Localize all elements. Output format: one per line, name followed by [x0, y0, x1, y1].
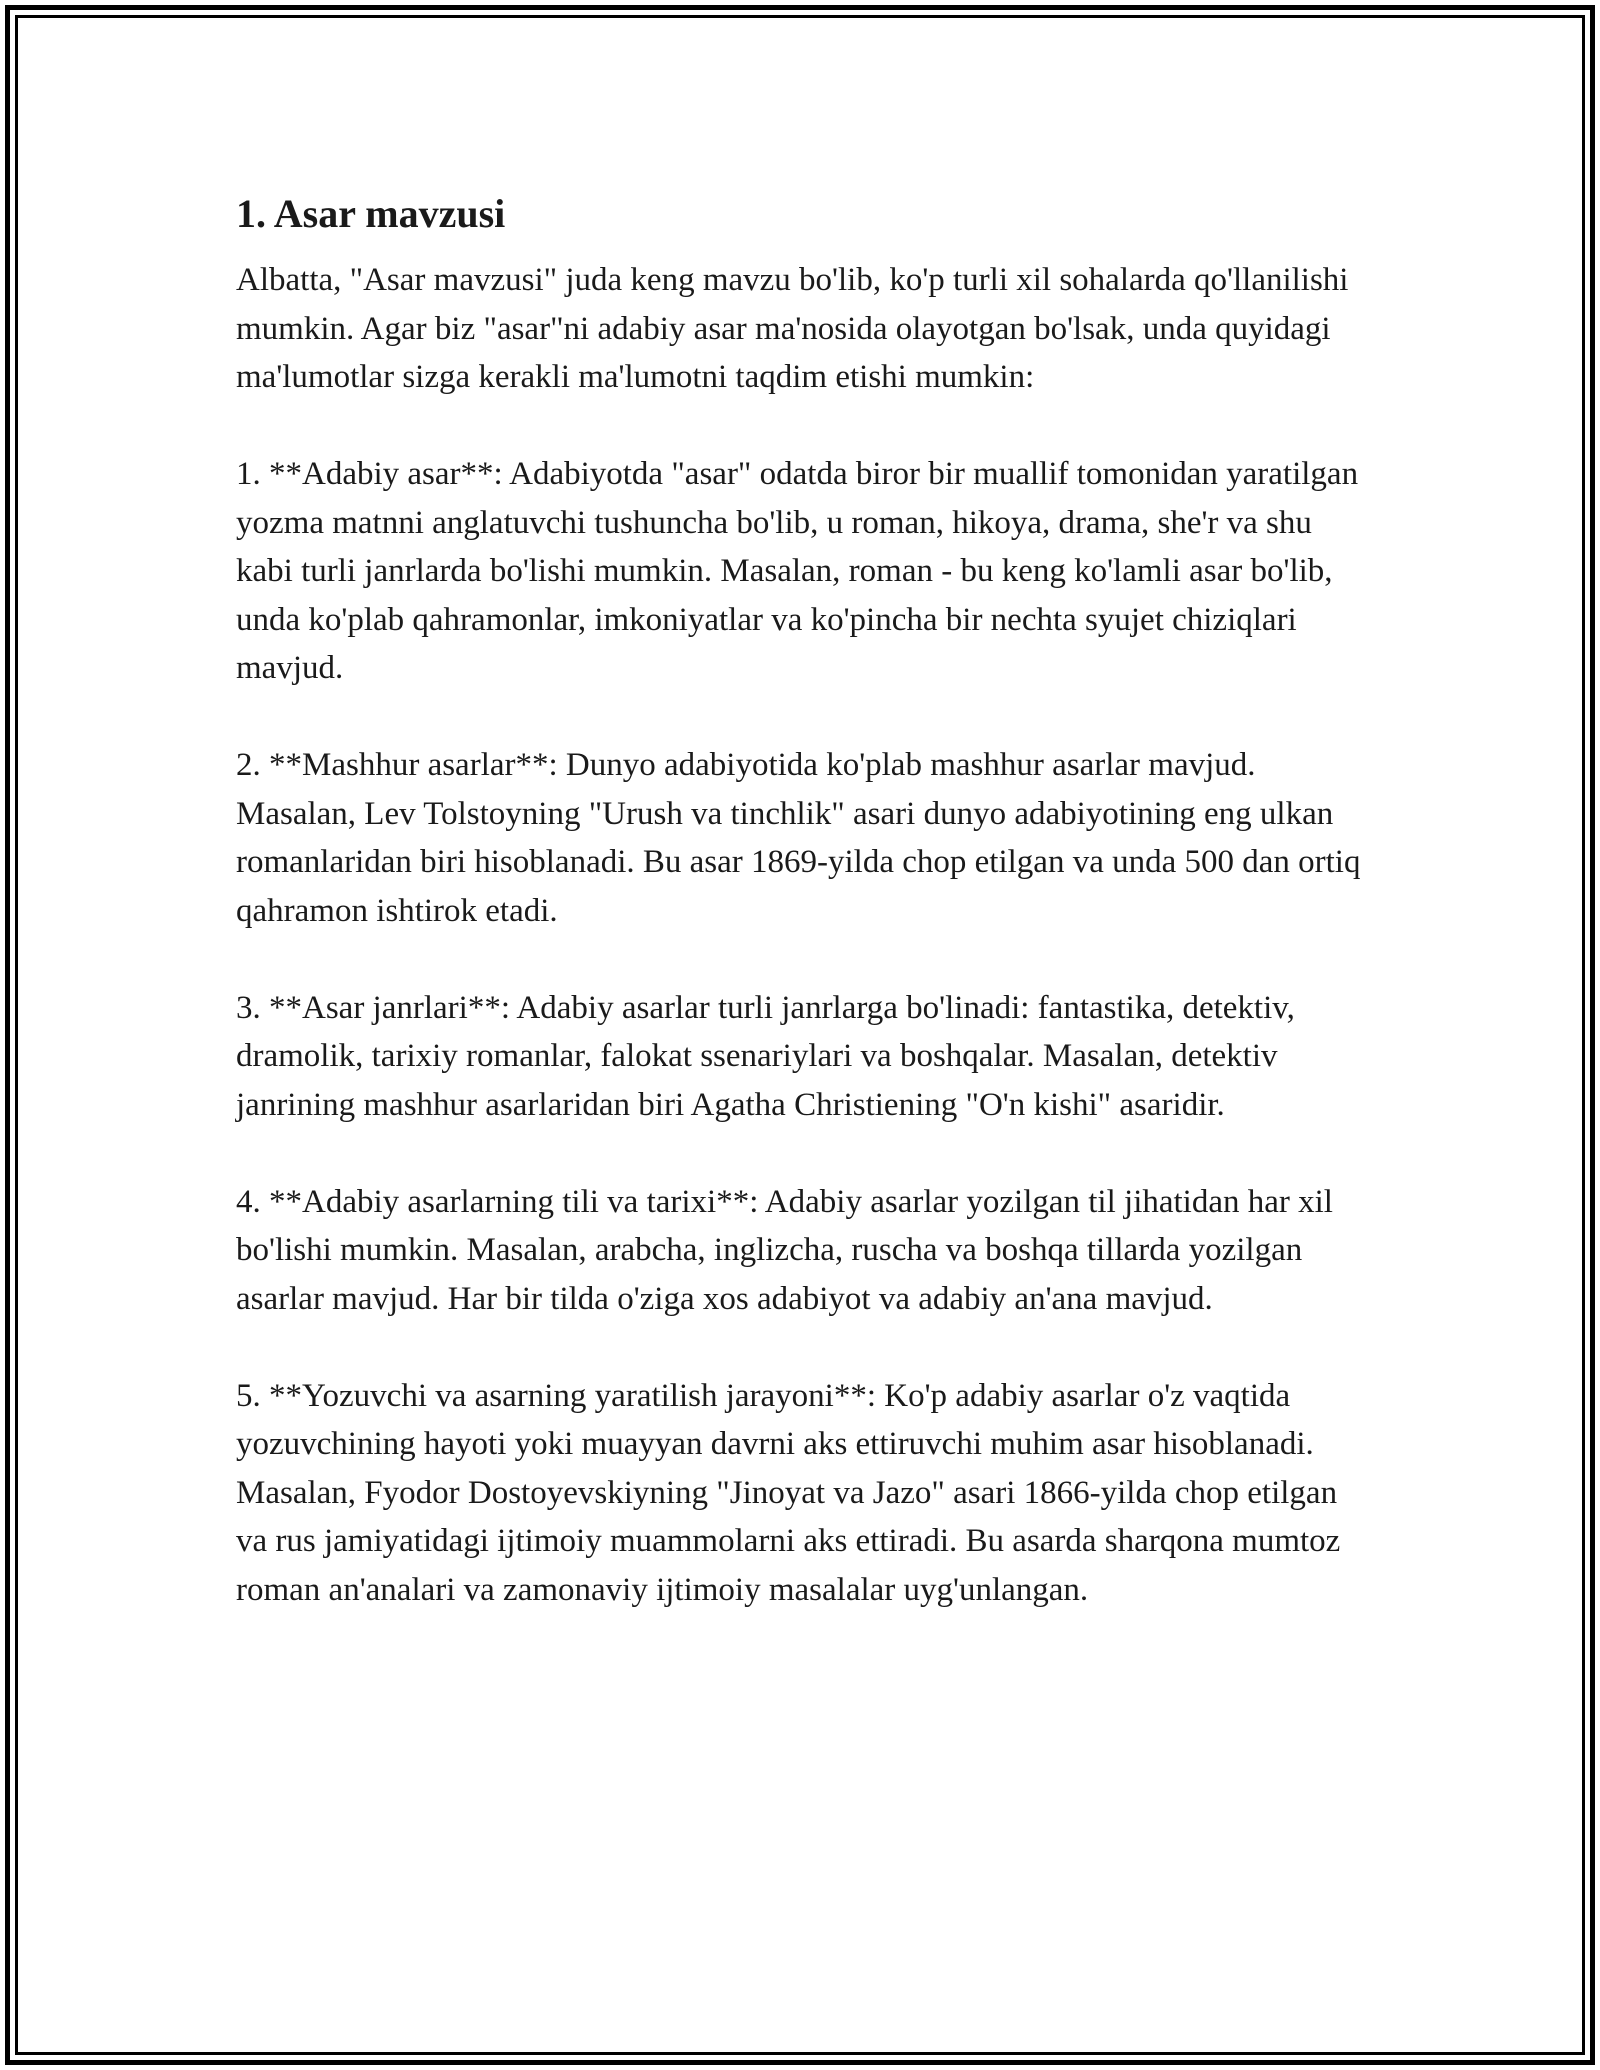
- intro-paragraph: Albatta, "Asar mavzusi" juda keng mavzu bo'lib, ko'p turli xil sohalarda qo'llanilishi mumkin. Agar biz "asar"ni adabiy asar ma'nosida olayotgan bo'lsak, unda quyidagi ma'lumotlar sizga kerakli ma'lumotni taqdim etishi mumkin:: [236, 262, 1349, 395]
- list-item-mashhur-asarlar: 2. **Mashhur asarlar**: Dunyo adabiyotida ko'plab mashhur asarlar mavjud. Masalan, Lev Tolstoyning "Urush va tinchlik" asari dunyo adabiyotining eng ulkan romanlaridan biri hisoblanadi. Bu asar 1869-yilda chop etilgan va unda 500 dan ortiq qahramon ishtirok etadi.: [236, 747, 1361, 929]
- section-heading: 1. Asar mavzusi: [236, 191, 506, 236]
- list-item-yozuvchi: 5. **Yozuvchi va asarning yaratilish jarayoni**: Ko'p adabiy asarlar o'z vaqtida yozuvchining hayoti yoki muayyan davrni aks ettiruvchi muhim asar hisoblanadi. Masalan, Fyodor Dostoyevskiyning "Jinoyat va Jazo" asari 1866-yilda chop etilgan va rus jamiyatidagi ijtimoiy muammolarni aks ettiradi. Bu asarda sharqona mumtoz roman an'analari va zamonaviy ijtimoiy masalalar uyg'unlangan.: [236, 1377, 1341, 1608]
- list-item-adabiy-asar: 1. **Adabiy asar**: Adabiyotda "asar" odatda biror bir muallif tomonidan yaratilgan yozma matnni anglatuvchi tushuncha bo'lib, u roman, hikoya, drama, she'r va shu kabi turli janrlarda bo'lishi mumkin. Masalan, roman - bu keng ko'lamli asar bo'lib, unda ko'plab qahramonlar, imkoniyatlar va ko'pincha bir nechta syujet chiziqlari mavjud.: [236, 456, 1359, 686]
- document-body: [236, 188, 1366, 1614]
- list-item-asar-janrlari: 3. **Asar janrlari**: Adabiy asarlar turli janrlarga bo'linadi: fantastika, detektiv, dramolik, tarixiy romanlar, falokat ssenariylari va boshqalar. Masalan, detektiv janrining mashhur asarlaridan biri Agatha Christiening "O'n kishi" asaridir.: [236, 989, 1295, 1123]
- list-item-til-va-tarix: 4. **Adabiy asarlarning tili va tarixi**: Adabiy asarlar yozilgan til jihatidan har xil bo'lishi mumkin. Masalan, arabcha, inglizcha, ruscha va boshqa tillarda yozilgan asarlar mavjud. Har bir tilda o'ziga xos adabiyot va adabiy an'ana mavjud.: [236, 1183, 1333, 1317]
